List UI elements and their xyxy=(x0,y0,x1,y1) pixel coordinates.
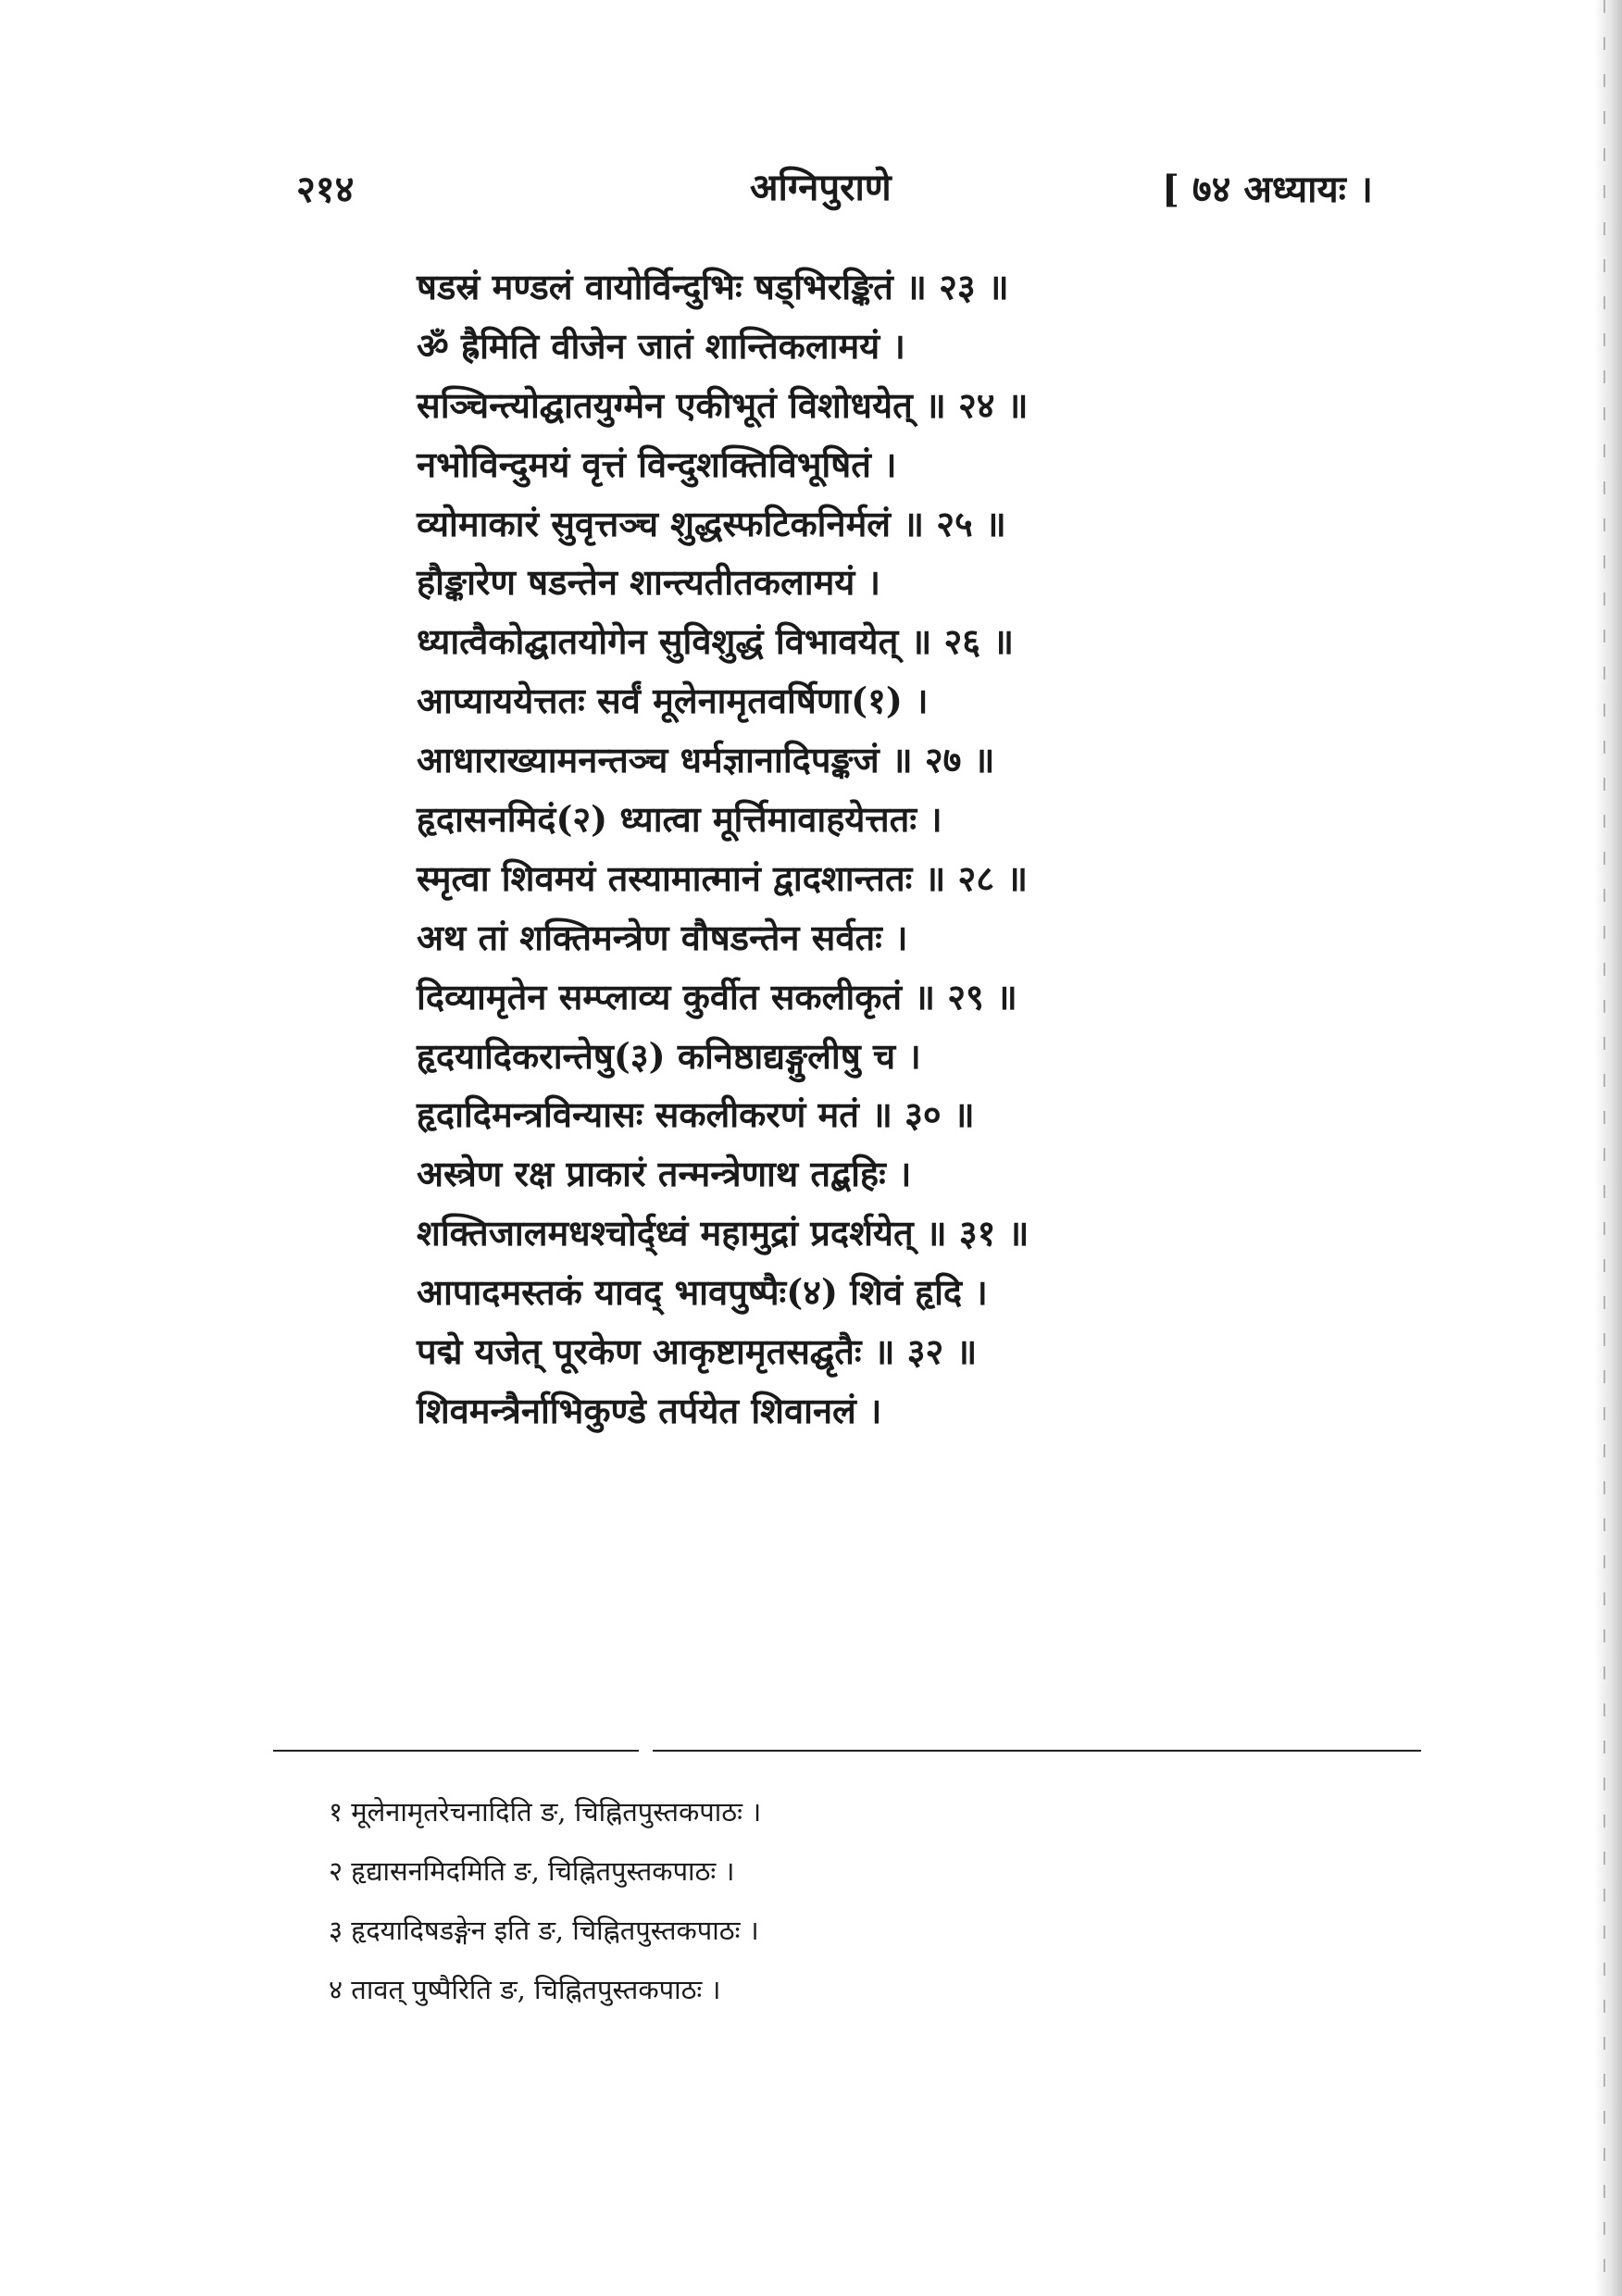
footnote: १ मूलेनामृतरेचनादिति ङ, चिह्नितपुस्तकपाठः । xyxy=(329,1796,762,1828)
verse-line: हृदादिमन्त्रविन्यासः सकलीकरणं मतं ॥ ३० ॥ xyxy=(417,1093,975,1136)
footnote: ३ हृदयादिषडङ्गेन इति ङ, चिह्नितपुस्तकपाठः । xyxy=(329,1915,759,1946)
verse-line: हृदयादिकरान्तेषु(३) कनिष्ठाद्यङ्गुलीषु च । xyxy=(417,1034,921,1077)
verse-line: ॐ ह्रैमिति वीजेन जातं शान्तिकलामयं । xyxy=(417,324,905,367)
scan-edge-line xyxy=(1603,0,1605,2296)
verse-block xyxy=(417,257,1454,1441)
verse-line: पद्मे यजेत् पूरकेण आकृष्टामृतसद्घृतैः ॥ ३२ ॥ xyxy=(417,1330,978,1373)
running-title: अग्निपुराणे xyxy=(750,166,892,209)
separator-rule-left xyxy=(273,1750,639,1752)
page-number: २१४ xyxy=(296,168,355,211)
verse-line: हौङ्कारेण षडन्तेन शान्त्यतीतकलामयं । xyxy=(417,561,880,604)
verse-line: हृदासनमिदं(२) ध्यात्वा मूर्त्तिमावाहयेत्ततः । xyxy=(417,798,942,841)
verse-line: आप्याययेत्ततः सर्वं मूलेनामृतवर्षिणा(१) । xyxy=(417,680,929,722)
scan-edge-shadow xyxy=(1594,0,1622,2296)
separator-rule-right xyxy=(653,1750,1421,1752)
verse-line: ध्यात्वैकोद्घातयोगेन सुविशुद्धं विभावयेत् ॥ २६ ॥ xyxy=(417,620,1014,663)
verse-line: सञ्चिन्त्योद्घातयुग्मेन एकीभूतं विशोधयेत् ॥ २४ ॥ xyxy=(417,383,1029,426)
verse-line: आधाराख्यामनन्तञ्च धर्मज्ञानादिपङ्कजं ॥ २७ ॥ xyxy=(417,739,995,781)
verse-line: अस्त्रेण रक्ष प्राकारं तन्मन्त्रेणाथ तद्बहिः । xyxy=(417,1153,912,1195)
verse-line: आपादमस्तकं यावद् भावपुष्पैः(४) शिवं हृदि । xyxy=(417,1271,988,1314)
footnotes xyxy=(329,1782,1347,2019)
verse-line: व्योमाकारं सुवृत्तञ्च शुद्धस्फटिकनिर्मलं ॥ २५ ॥ xyxy=(417,502,1006,544)
footnote: ४ तावत् पुष्पैरिति ङ, चिह्नितपुस्तकपाठः । xyxy=(329,1974,721,2005)
chapter-reference: [ ७४ अध्यायः । xyxy=(1162,168,1373,211)
page-header xyxy=(278,153,1454,227)
verse-line: शिवमन्त्रैर्नाभिकुण्डे तर्पयेत शिवानलं । xyxy=(417,1389,882,1431)
verse-line: अथ तां शक्तिमन्त्रेण वौषडन्तेन सर्वतः । xyxy=(417,916,908,958)
footnote-separator xyxy=(273,1750,1421,1753)
verse-line: स्मृत्वा शिवमयं तस्यामात्मानं द्वादशान्ततः ॥ २८ ॥ xyxy=(417,856,1029,899)
verse-line: नभोविन्दुमयं वृत्तं विन्दुशक्तिविभूषितं । xyxy=(417,443,897,485)
verse-line: दिव्यामृतेन सम्प्लाव्य कुर्वीत सकलीकृतं ॥ २९ ॥ xyxy=(417,975,1017,1017)
footnote: २ हृद्यासनमिदमिति ङ, चिह्नितपुस्तकपाठः । xyxy=(329,1855,735,1887)
verse-line: शक्तिजालमधश्चोर्द्ध्वं महामुद्रां प्रदर्शयेत् ॥ ३१ ॥ xyxy=(417,1212,1029,1254)
verse-line: षडस्रं मण्डलं वायोर्विन्दुभिः षड्भिरङ्कितं ॥ २३ ॥ xyxy=(417,266,1009,307)
